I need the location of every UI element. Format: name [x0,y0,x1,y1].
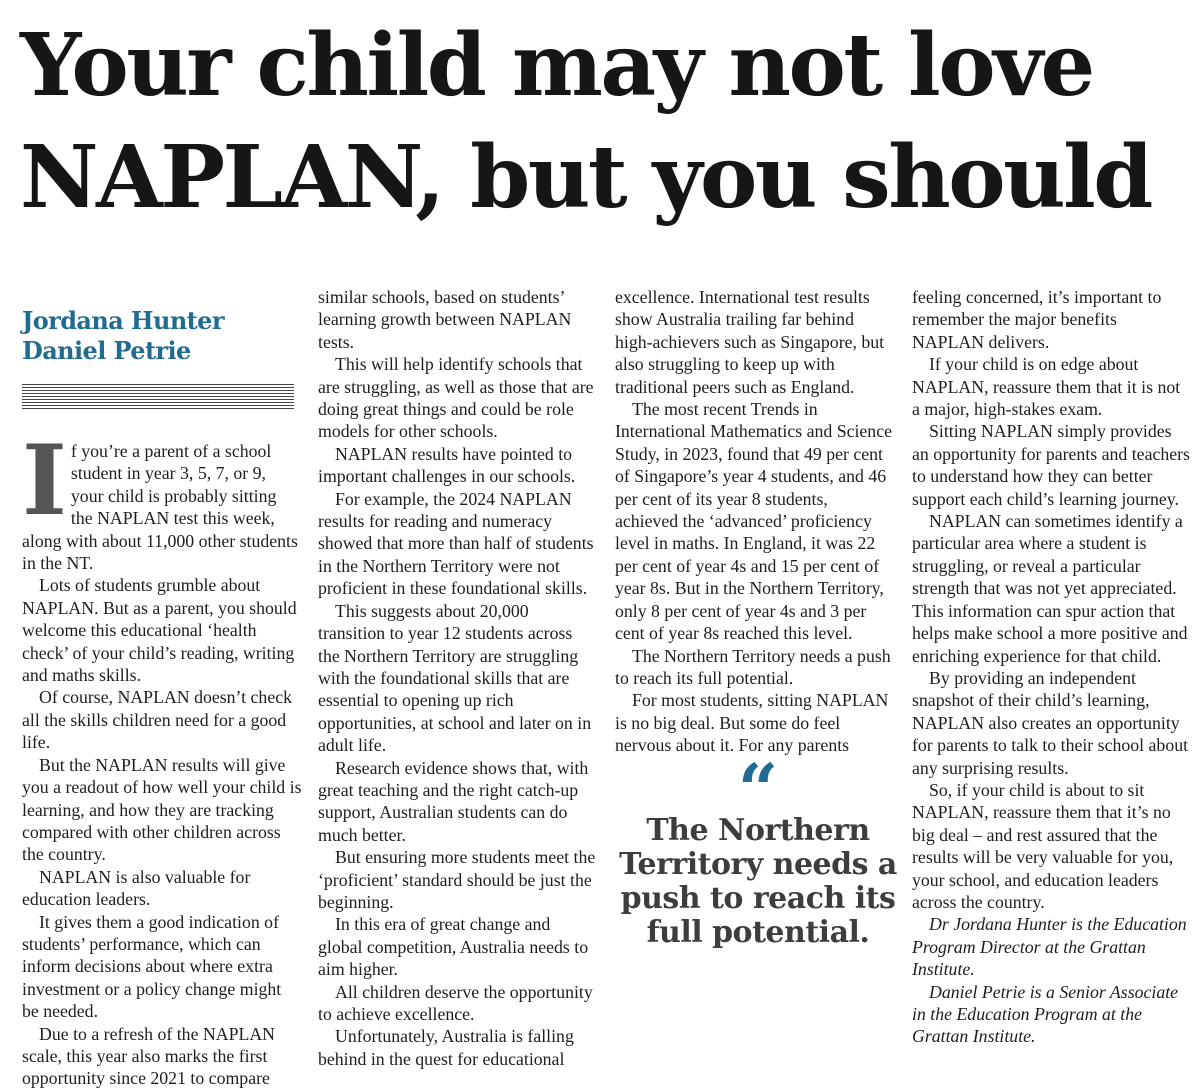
column-3 [615,286,895,757]
column-1 [22,286,302,1090]
author-name: Jordana Hunter [22,306,224,335]
byline [22,306,302,366]
paragraph: Due to a refresh of the NAPLAN scale, this year also marks the first opportunity since 2021 to compare [22,1023,276,1089]
paragraph: It gives them a good indication of students’ performance, which can inform decisions about where extra investment or a policy change might be needed. [22,911,282,1022]
paragraph: For example, the 2024 NAPLAN results for reading and numeracy showed that more than half of students in the Northern Territory were not proficient in these foundational skills. [318,488,594,599]
paragraph: Unfortunately, Australia is falling behind in the quest for educational [318,1026,574,1069]
paragraph: If your child is on edge about NAPLAN, reassure them that it is not a major, high-stakes exam. [912,354,1181,420]
paragraph: In this era of great change and global competition, Australia needs to aim higher. [318,914,589,980]
paragraph: Research evidence shows that, with great teaching and the right catch-up support, Australian students can do much better. [318,757,589,845]
author-bio: Daniel Petrie is a Senior Associate in the Education Program at the Grattan Institute. [912,981,1179,1047]
paragraph: The most recent Trends in International Mathematics and Science Study, in 2023, found that 49 per cent of Singapore’s year 4 students, and 46 per cent of its year 8 students, achieved the ‘advanced’ proficiency level in maths. In England, it was 22 per cent of year 4s and 15 per cent of year 8s. But in the Northern Territory, only 8 per cent of year 4s and 3 per cent of year 8s reached this level. [615,399,892,644]
paragraph: This will help identify schools that are struggling, as well as those that are doing great things and could be role models for other schools. [318,354,594,442]
author-name: Daniel Petrie [22,336,191,365]
paragraph: For most students, sitting NAPLAN is no big deal. But some do feel nervous about it. For any parents [615,690,889,756]
paragraph: NAPLAN can sometimes identify a particular area where a student is struggling, or reveal a particular strength that was not yet appreciated. This information can spur action that helps make school a more positive and enriching experience for that child. [912,511,1188,666]
quote-mark-icon: “ [737,748,779,831]
author-bios [912,913,1192,1047]
opening-paragraph [22,424,302,574]
paragraph: So, if your child is about to sit NAPLAN, reassure them that it’s no big deal – and rest assured that the results will be very valuable for you, your school, and education leaders across the country. [912,779,1174,912]
paragraph: All children deserve the opportunity to achieve excellence. [318,981,593,1024]
headline-line-2: NAPLAN, but you should [20,127,1151,228]
paragraph: f you’re a parent of a school student in year 3, 5, 7, or 9, your child is probably sitting the NAPLAN test this week, along with about 11,000 other students in the NT. [22,441,298,574]
paragraph: The Northern Territory needs a push to reach its full potential. [615,645,891,688]
column-4 [912,286,1192,1048]
paragraph: NAPLAN is also valuable for education leaders. [22,866,251,910]
paragraph: By providing an independent snapshot of their child’s learning, NAPLAN also creates an opportunity for parents to talk to their school about any surprising results. [912,667,1189,778]
paragraph: This suggests about 20,000 transition to year 12 students across the Northern Territory are struggling with the foundational skills that are essential to opening up rich opportunities, at school and later on in adult life. [318,600,592,756]
paragraph: But ensuring more students meet the ‘proficient’ standard should be just the beginning. [318,847,596,912]
drop-cap: I [22,424,67,537]
paragraph-continued: similar schools, based on students’ learning growth between NAPLAN tests. [318,287,572,352]
paragraph-continued: feeling concerned, it’s important to remember the major benefits NAPLAN delivers. [912,287,1162,352]
author-bio: Dr Jordana Hunter is the Education Program Director at the Grattan Institute. [912,914,1187,980]
paragraph: Sitting NAPLAN simply provides an opportunity for parents and teachers to understand how they can better support each child’s learning journey. [912,421,1190,509]
headline [20,10,1190,234]
column-2 [318,286,598,1070]
headline-line-1: Your child may not love [20,15,1093,116]
pull-quote [615,748,901,950]
paragraph: But the NAPLAN results will give you a readout of how well your child is learning, and how they are tracking compared with other children across the country. [22,754,302,865]
byline-rule [22,384,294,410]
paragraph: Of course, NAPLAN doesn’t check all the skills children need for a good life. [22,687,292,753]
paragraph: NAPLAN results have pointed to important challenges in our schools. [318,443,576,487]
paragraph-continued: excellence. International test results show Australia trailing far behind high-achievers such as Singapore, but also struggling to keep up with traditional peers such as England. [615,287,885,397]
paragraph: Lots of students grumble about NAPLAN. But as a parent, you should welcome this educational ‘health check’ of your child’s reading, writing and maths skills. [22,575,297,686]
pull-quote-text: The Northern Territory needs a push to reach its full potential. [619,813,897,950]
